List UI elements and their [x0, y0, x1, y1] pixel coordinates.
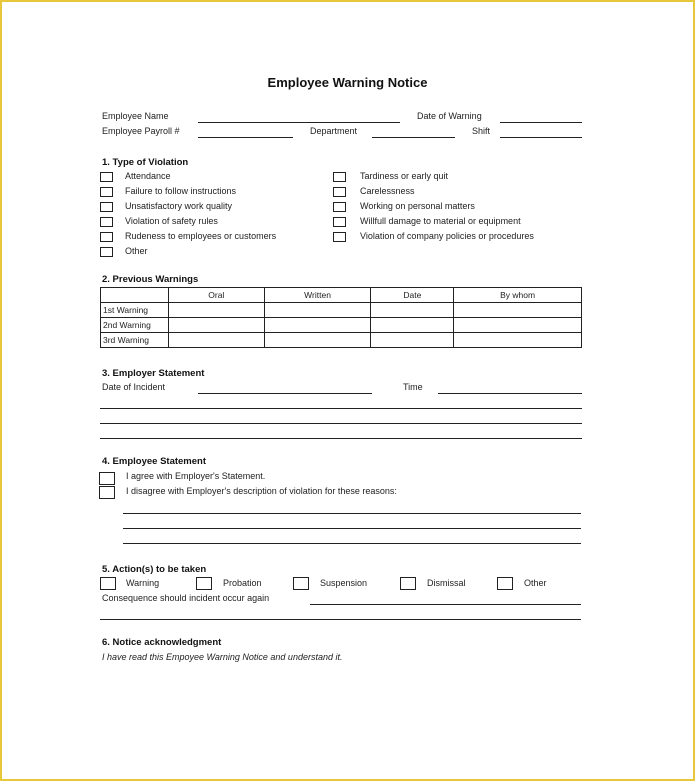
department-field[interactable] [372, 137, 455, 138]
checkbox-suspension[interactable] [293, 577, 309, 590]
violation-heading: 1. Type of Violation [102, 157, 189, 168]
action-label: Warning [126, 578, 160, 588]
time-field[interactable] [438, 393, 582, 394]
violation-label: Unsatisfactory work quality [125, 201, 233, 211]
checkbox-tardiness[interactable] [333, 172, 346, 182]
table-header-cell: By whom [454, 288, 582, 303]
table-header-cell: Oral [168, 288, 264, 303]
table-header-cell: Written [264, 288, 371, 303]
shift-label: Shift [472, 126, 491, 136]
table-cell[interactable] [371, 303, 454, 318]
violation-label: Violation of safety rules [125, 216, 218, 226]
row-label: 2nd Warning [101, 318, 169, 333]
consequence-field[interactable] [310, 604, 581, 605]
employer-statement-line[interactable] [100, 408, 582, 409]
checkbox-dismissal[interactable] [400, 577, 416, 590]
action-label: Probation [223, 578, 262, 588]
time-label: Time [403, 382, 423, 392]
violation-label: Failure to follow instructions [125, 186, 237, 196]
table-header-row [101, 288, 582, 303]
action-label: Other [524, 578, 547, 588]
checkbox-attendance[interactable] [100, 172, 113, 182]
employee-statement-line[interactable] [123, 528, 581, 529]
checkbox-willfull-damage[interactable] [333, 217, 346, 227]
checkbox-probation[interactable] [196, 577, 212, 590]
date-of-incident-label: Date of Incident [102, 382, 166, 392]
checkbox-agree[interactable] [99, 472, 115, 485]
violation-label: Tardiness or early quit [360, 171, 449, 181]
violation-label: Working on personal matters [360, 201, 475, 211]
shift-field[interactable] [500, 137, 582, 138]
employer-statement-line[interactable] [100, 423, 582, 424]
checkbox-failure-instructions[interactable] [100, 187, 113, 197]
previous-warnings-heading: 2. Previous Warnings [102, 274, 199, 285]
violation-label: Carelessness [360, 186, 415, 196]
violation-label: Attendance [125, 171, 171, 181]
table-cell[interactable] [168, 303, 264, 318]
table-row [101, 333, 582, 348]
employee-statement-heading: 4. Employee Statement [102, 456, 207, 467]
checkbox-other-action[interactable] [497, 577, 513, 590]
checkbox-safety-rules[interactable] [100, 217, 113, 227]
checkbox-work-quality[interactable] [100, 202, 113, 212]
disagree-label: I disagree with Employer's description of violation for these reasons: [126, 486, 397, 496]
acknowledgment-heading: 6. Notice acknowledgment [102, 637, 222, 648]
date-of-warning-field[interactable] [500, 122, 582, 123]
checkbox-warning[interactable] [100, 577, 116, 590]
document-title: Employee Warning Notice [267, 75, 428, 90]
table-cell[interactable] [264, 303, 371, 318]
table-cell[interactable] [264, 333, 371, 348]
agree-label: I agree with Employer's Statement. [126, 471, 266, 481]
checkbox-disagree[interactable] [99, 486, 115, 499]
table-cell[interactable] [371, 333, 454, 348]
table-row [101, 318, 582, 333]
consequence-label: Consequence should incident occur again [102, 593, 270, 603]
employer-statement-line[interactable] [100, 438, 582, 439]
table-header-cell [101, 288, 169, 303]
checkbox-carelessness[interactable] [333, 187, 346, 197]
table-row [101, 303, 582, 318]
row-label: 1st Warning [101, 303, 169, 318]
actions-heading: 5. Action(s) to be taken [102, 564, 207, 575]
violation-label: Violation of company policies or procedures [360, 231, 534, 241]
violation-label: Willfull damage to material or equipment [360, 216, 521, 226]
payroll-label: Employee Payroll # [102, 126, 180, 136]
checkbox-company-policies[interactable] [333, 232, 346, 242]
table-cell[interactable] [454, 333, 582, 348]
date-of-incident-field[interactable] [198, 393, 372, 394]
employee-name-field[interactable] [198, 122, 400, 123]
action-label: Dismissal [427, 578, 466, 588]
employer-statement-heading: 3. Employer Statement [102, 368, 205, 379]
department-label: Department [310, 126, 358, 136]
table-cell[interactable] [454, 303, 582, 318]
table-cell[interactable] [168, 318, 264, 333]
checkbox-personal-matters[interactable] [333, 202, 346, 212]
acknowledgment-text: I have read this Empoyee Warning Notice and understand it. [102, 652, 343, 662]
action-label: Suspension [320, 578, 368, 588]
table-cell[interactable] [371, 318, 454, 333]
employee-name-label: Employee Name [102, 111, 169, 121]
date-of-warning-label: Date of Warning [417, 111, 482, 121]
table-cell[interactable] [168, 333, 264, 348]
table-header-cell: Date [371, 288, 454, 303]
payroll-field[interactable] [198, 137, 293, 138]
violation-label: Rudeness to employees or customers [125, 231, 277, 241]
previous-warnings-table [100, 287, 582, 348]
employee-statement-line[interactable] [123, 513, 581, 514]
table-cell[interactable] [454, 318, 582, 333]
row-label: 3rd Warning [101, 333, 169, 348]
checkbox-other-violation[interactable] [100, 247, 113, 257]
consequence-line[interactable] [100, 619, 581, 620]
table-cell[interactable] [264, 318, 371, 333]
checkbox-rudeness[interactable] [100, 232, 113, 242]
violation-label: Other [125, 246, 148, 256]
employee-statement-line[interactable] [123, 543, 581, 544]
